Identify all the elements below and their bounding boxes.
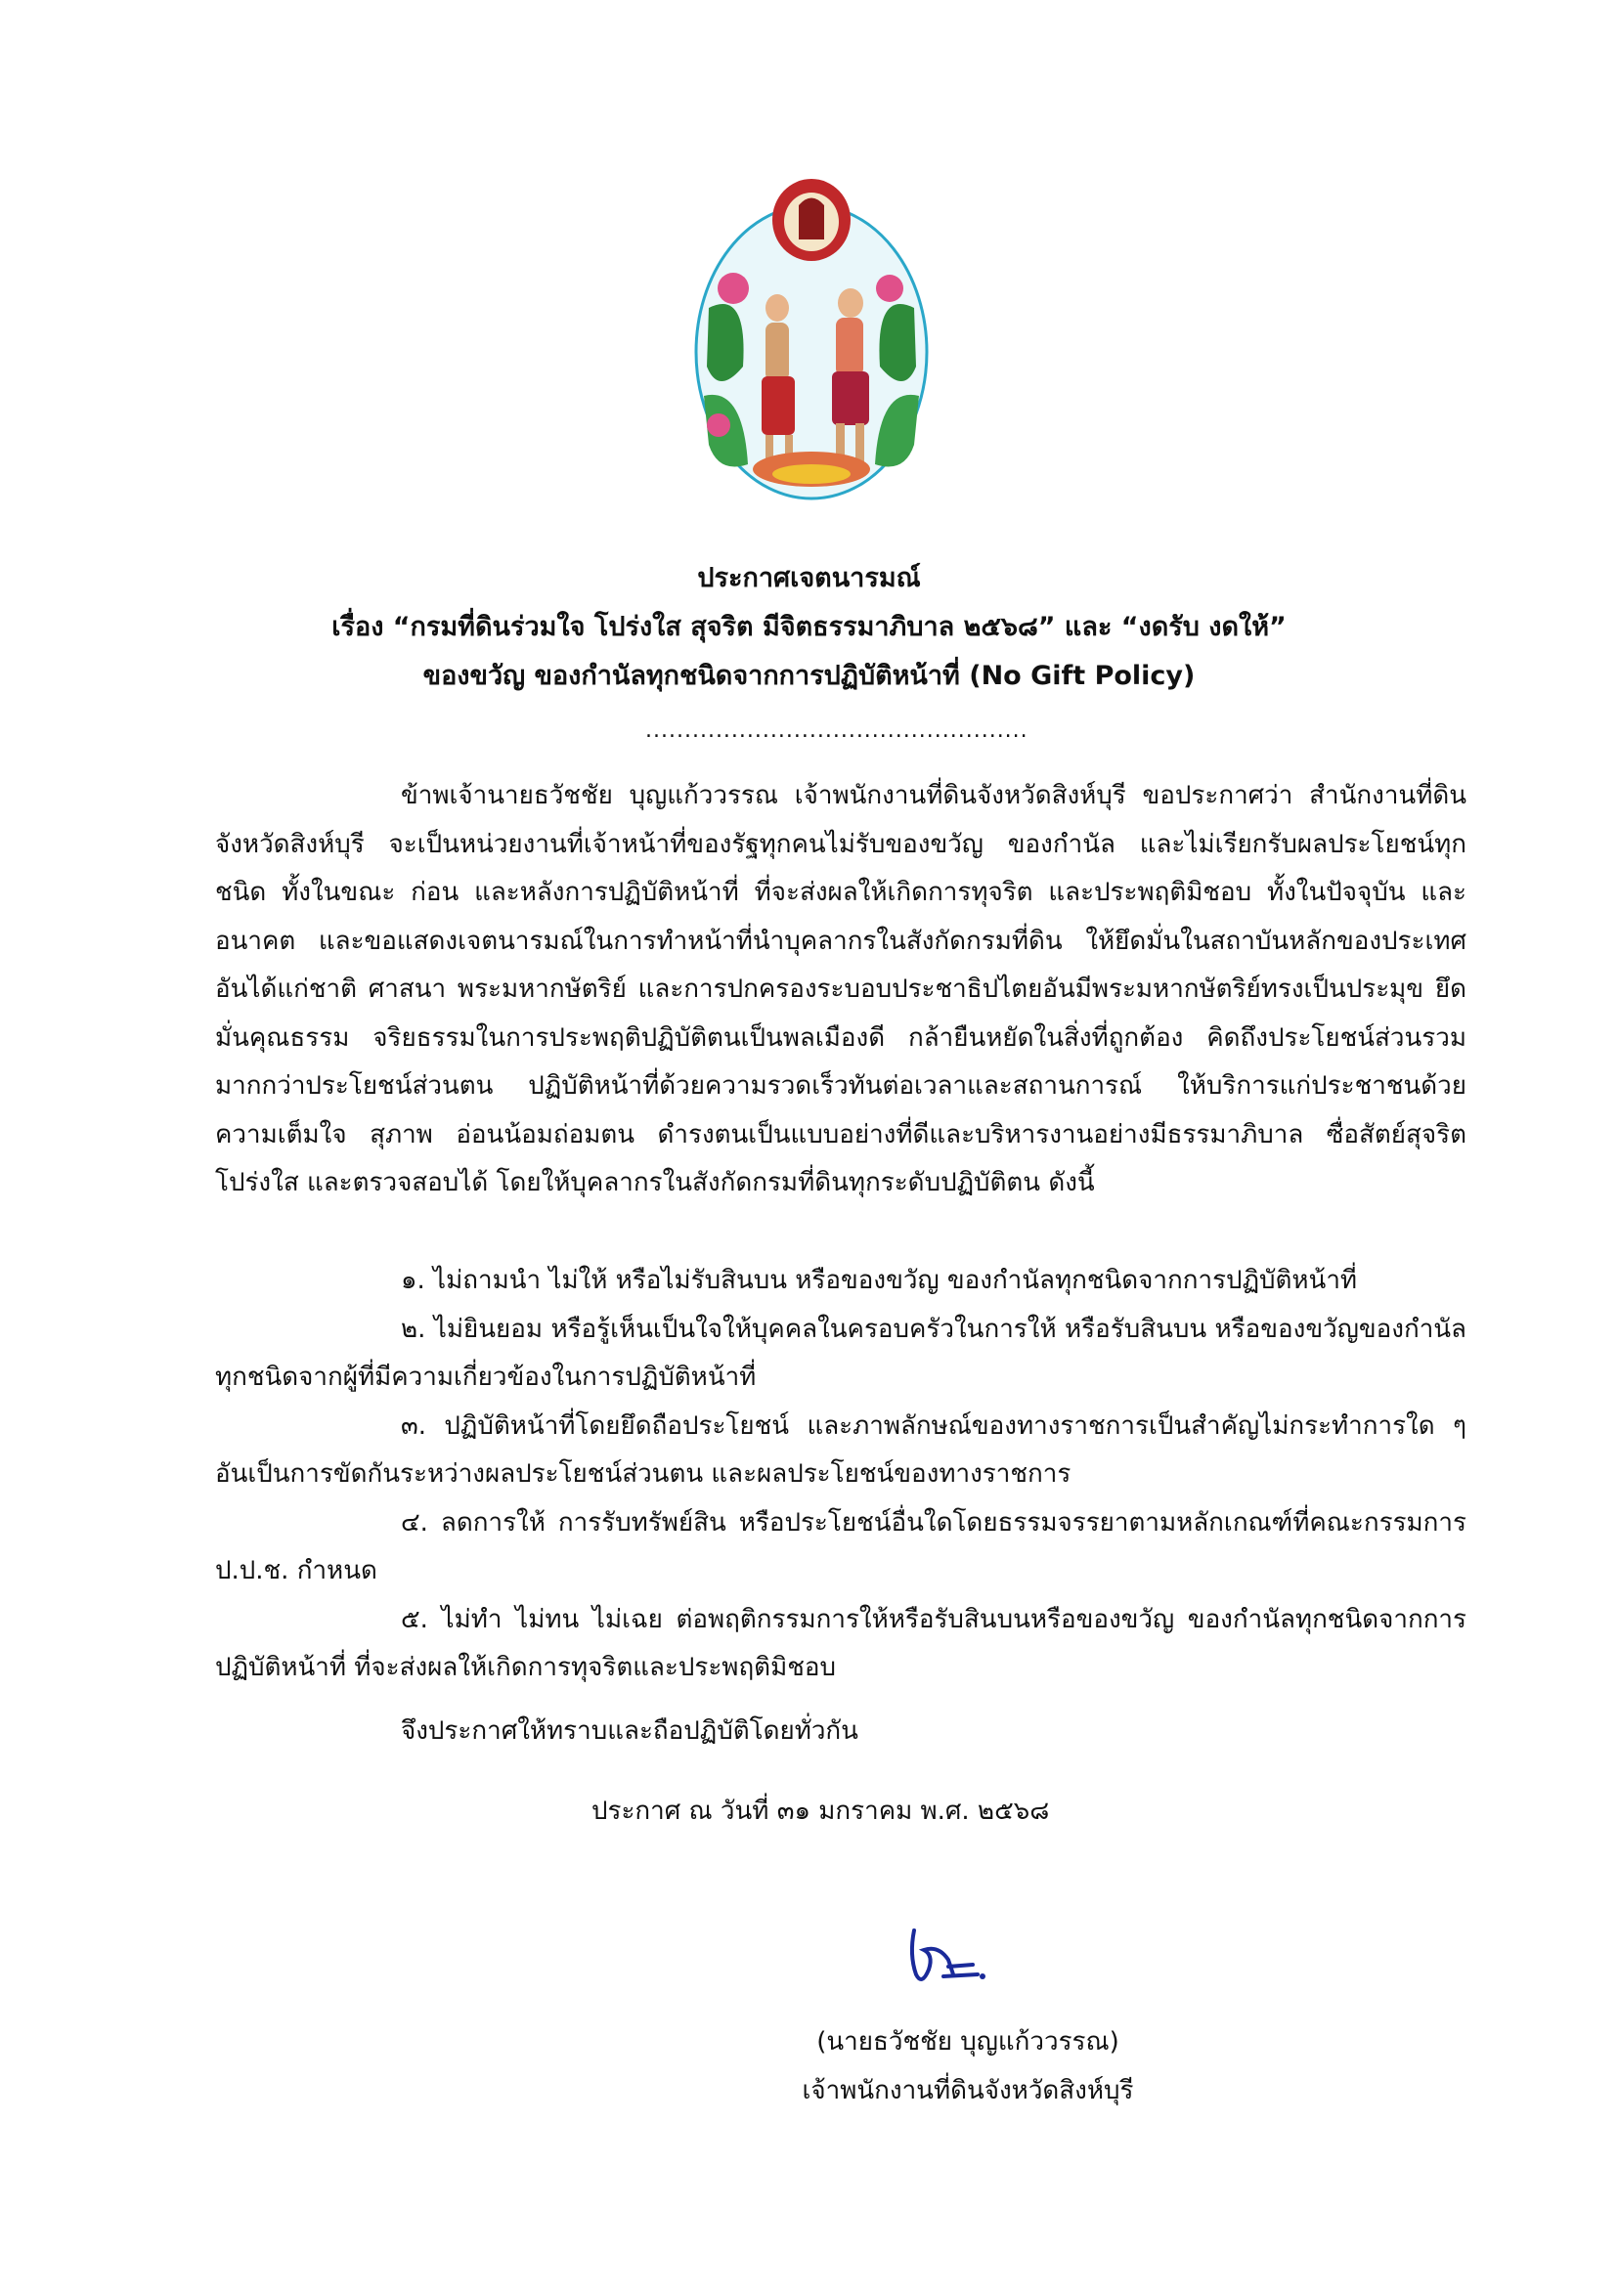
policy-items: [215, 1257, 1466, 1693]
subject-line-2: ของขวัญ ของกำนัลทุกชนิดจากการปฏิบัติหน้าที่ (No Gift Policy): [422, 661, 1196, 691]
handwritten-signature-icon: [895, 1916, 1012, 2004]
subject-line-1: เรื่อง “กรมที่ดินร่วมใจ โปร่งใส สุจริต มีจิตธรรมาภิบาล ๒๕๖๘” และ “งดรับ งดให้”: [331, 612, 1287, 642]
policy-item: ๕. ไม่ทำ ไม่ทน ไม่เฉย ต่อพฤติกรรมการให้หรือรับสินบนหรือของขวัญ ของกำนัลทุกชนิดจากการปฏิบัติหน้าที่ ที่จะส่งผลให้เกิดการทุจริตและประพฤติมิชอบ: [215, 1604, 1466, 1682]
title-separator: .................................................: [645, 718, 1028, 743]
announcement-date: ประกาศ ณ วันที่ ๓๑ มกราคม พ.ศ. ๒๕๖๘: [591, 1797, 1050, 1826]
intro-section: [215, 772, 1466, 1208]
closing-statement: จึงประกาศให้ทราบและถือปฏิบัติโดยทั่วกัน: [401, 1716, 858, 1746]
policy-item: ๔. ลดการให้ การรับทรัพย์สิน หรือประโยชน์อื่นใดโดยธรรมจรรยาตามหลักเกณฑ์ที่คณะกรรมการ ป.ป.ช. กำหนด: [215, 1507, 1466, 1585]
document-title: ประกาศเจตนารมณ์: [697, 563, 921, 593]
signatory-name: (นายธวัชชัย บุญแก้ววรรณ): [816, 2027, 1119, 2057]
policy-item: ๓. ปฏิบัติหน้าที่โดยยึดถือประโยชน์ และภาพลักษณ์ของทางราชการเป็นสำคัญไม่กระทำการใด ๆ อันเป็นการขัดกันระหว่างผลประโยชน์ส่วนตน และผลประโยชน์ของทางราชการ: [215, 1410, 1466, 1489]
provincial-seal-icon: [689, 171, 934, 508]
intro-paragraph: ข้าพเจ้านายธวัชชัย บุญแก้ววรรณ เจ้าพนักงานที่ดินจังหวัดสิงห์บุรี ขอประกาศว่า สำนักงานที่ดินจังหวัดสิงห์บุรี จะเป็นหน่วยงานที่เจ้าหน้าที่ของรัฐทุกคนไม่รับของขวัญ ของกำนัล และไม่เรียกรับผลประโยชน์ทุกชนิด ทั้งในขณะ ก่อน และหลังการปฏิบัติหน้าที่ ที่จะส่งผลให้เกิดการทุจริต และประพฤติมิชอบ ทั้งในปัจจุบัน และอนาคต และขอแสดงเจตนารมณ์ในการทำหน้าที่นำบุคลากรในสังกัดกรมที่ดิน ให้ยึดมั่นในสถาบันหลักของประเทศ อันได้แก่ชาติ ศาสนา พระมหากษัตริย์ และการปกครองระบอบประชาธิปไตยอันมีพระมหากษัตริย์ทรงเป็นประมุข ยึดมั่นคุณธรรม จริยธรรมในการประพฤติปฏิบัติตนเป็นพลเมืองดี กล้ายืนหยัดในสิ่งที่ถูกต้อง คิดถึงประโยชน์ส่วนรวมมากกว่าประโยชน์ส่วนตน ปฏิบัติหน้าที่ด้วยความรวดเร็วทันต่อเวลาและสถานการณ์ ให้บริการแก่ประชาชนด้วยความเต็มใจ สุภาพ อ่อนน้อมถ่อมตน ดำรงตนเป็นแบบอย่างที่ดีและบริหารงานอย่างมีธรรมาภิบาล ซื่อสัตย์สุจริต โปร่งใส และตรวจสอบได้ โดยให้บุคลากรในสังกัดกรมที่ดินทุกระดับปฏิบัติตน ดังนี้: [215, 781, 1466, 1197]
policy-item: ๑. ไม่ถามนำ ไม่ให้ หรือไม่รับสินบน หรือของขวัญ ของกำนัลทุกชนิดจากการปฏิบัติหน้าที่: [401, 1266, 1358, 1295]
policy-item: ๒. ไม่ยินยอม หรือรู้เห็นเป็นใจให้บุคคลในครอบครัวในการให้ หรือรับสินบน หรือของขวัญของกำนัลทุกชนิดจากผู้ที่มีความเกี่ยวข้องในการปฏิบัติหน้าที่: [215, 1314, 1466, 1392]
signatory-position: เจ้าพนักงานที่ดินจังหวัดสิงห์บุรี: [802, 2076, 1134, 2105]
